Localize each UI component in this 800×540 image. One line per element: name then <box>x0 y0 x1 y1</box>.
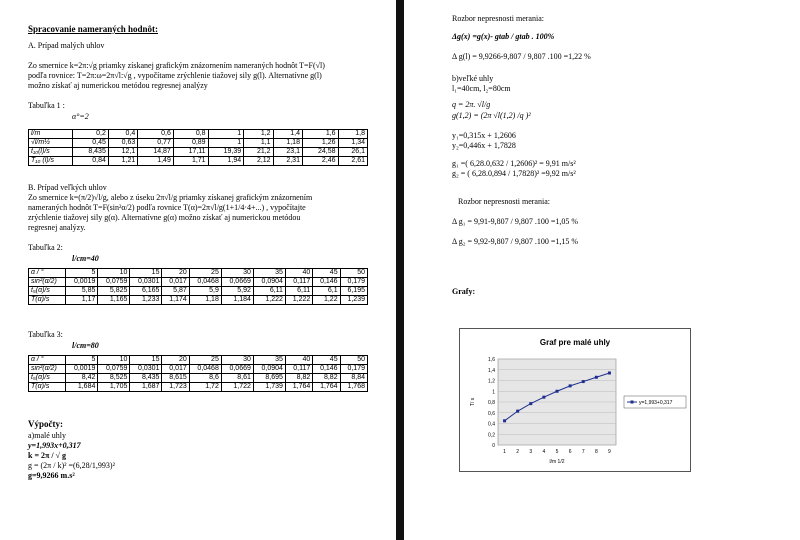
section-a-title: A. Prípad malých uhlov <box>28 41 105 50</box>
table-row <box>29 148 368 157</box>
table-2 <box>28 268 368 305</box>
x-tick-label: 6 <box>568 449 572 455</box>
table-row <box>29 157 368 166</box>
row-header: t₁₀(l)/s <box>29 148 73 157</box>
table-cell: 1 <box>208 139 244 148</box>
table-cell: 0,146 <box>313 278 340 287</box>
data-point <box>542 396 545 399</box>
table-cell: 6,11 <box>285 287 312 296</box>
table-cell: 0,0759 <box>98 365 130 374</box>
table-cell: 5,87 <box>162 287 189 296</box>
chart-title: Graf pre malé uhly <box>539 338 611 347</box>
table-cell: 2,31 <box>273 157 302 166</box>
table-cell: 0,45 <box>73 139 109 148</box>
table-row <box>29 287 368 296</box>
table-cell: 1,2 <box>244 130 273 139</box>
x-tick-label: 9 <box>608 449 611 455</box>
table-cell: 1,764 <box>285 383 312 392</box>
table-cell: 0,0301 <box>130 278 162 287</box>
table-cell: 8,6 <box>189 374 221 383</box>
x-tick-label: 4 <box>542 449 546 455</box>
table-cell: 0,8 <box>173 130 208 139</box>
x-tick-label: 8 <box>594 449 598 455</box>
table-cell: 12,1 <box>108 148 137 157</box>
table-cell: 45 <box>313 269 340 278</box>
g1-result: g₁ =( 6,28.0,632 / 1,2606)² = 9,91 m/s² <box>452 159 576 168</box>
table-cell: 1,71 <box>173 157 208 166</box>
x-tick-label: 2 <box>516 449 520 455</box>
table-cell: 1,26 <box>302 139 338 148</box>
table-cell: 8,615 <box>162 374 189 383</box>
table-cell: 1,94 <box>208 157 244 166</box>
x-tick-label: 7 <box>581 449 585 455</box>
y-axis-label: T/ s <box>470 397 476 407</box>
table-row <box>29 365 368 374</box>
table-cell: 2,46 <box>302 157 338 166</box>
table3-param: l/cm=80 <box>72 341 99 350</box>
row-header: T(α)/s <box>29 296 66 305</box>
table-row <box>29 356 368 365</box>
paragraph-b-line: regresnej analýzy. <box>28 223 86 232</box>
table-cell: 1,72 <box>189 383 221 392</box>
graphs-label: Grafy: <box>452 287 476 296</box>
table-cell: 50 <box>340 269 367 278</box>
table-cell: 1,1 <box>244 139 273 148</box>
table-cell: 0,146 <box>313 365 340 374</box>
table-cell: 0,0669 <box>221 278 253 287</box>
calc-line: k = 2π / √ g <box>28 451 67 460</box>
table-cell: 0,0301 <box>130 365 162 374</box>
table-row <box>29 139 368 148</box>
x-tick-label: 1 <box>503 449 506 455</box>
x-tick-label: 5 <box>555 449 559 455</box>
table-cell: 5,92 <box>221 287 253 296</box>
paragraph-b-line: zrýchlenie tiažovej sily g(α). Alternatívne g(α) možno získať aj numerickou metódou <box>28 213 301 222</box>
table-cell: 1,722 <box>221 383 253 392</box>
table-row <box>29 278 368 287</box>
paragraph-b-line: Zo smernice k=(π/2)√l/g, alebo z úseku 2π√l/g priamky získanej grafickým znázornením <box>28 193 313 202</box>
table-cell: 1 <box>208 130 244 139</box>
table-cell: 30 <box>221 356 253 365</box>
table-cell: 26,1 <box>338 148 367 157</box>
legend-marker <box>631 401 634 404</box>
table-cell: 5 <box>66 269 98 278</box>
table-cell: 5,9 <box>189 287 221 296</box>
table-1 <box>28 129 368 166</box>
y-tick-label: 1,2 <box>488 378 495 385</box>
table-cell: 8,435 <box>130 374 162 383</box>
q-formula: q = 2π. √l/g <box>452 100 491 109</box>
table-cell: 6,11 <box>253 287 285 296</box>
data-point <box>608 371 611 374</box>
table-cell: 8,82 <box>285 374 312 383</box>
table-cell: 0,0019 <box>66 278 98 287</box>
paragraph-a-line: Zo smernice k=2π:√g priamky získanej grafickým znázornením nameraných hodnôt T=F(√l) <box>28 61 325 70</box>
row-header: α / ° <box>29 269 66 278</box>
table-cell: 1,18 <box>189 296 221 305</box>
table-cell: 0,63 <box>108 139 137 148</box>
error-analysis-title-2: Rozbor nepresnosti merania: <box>458 197 550 206</box>
table-cell: 21,2 <box>244 148 273 157</box>
table-cell: 45 <box>313 356 340 365</box>
page-heading: Spracovanie nameraných hodnôt: <box>28 24 159 34</box>
table-cell: 1,17 <box>66 296 98 305</box>
table-cell: 1,174 <box>162 296 189 305</box>
table-cell: 19,39 <box>208 148 244 157</box>
table-row <box>29 296 368 305</box>
table-cell: 40 <box>285 269 312 278</box>
row-header: t₅(α)/s <box>29 374 66 383</box>
g-formula: g(1,2) = (2π √l(1,2) /q )² <box>452 111 531 120</box>
table-cell: 6,165 <box>130 287 162 296</box>
table-cell: 1,8 <box>338 130 367 139</box>
table-cell: 1,18 <box>273 139 302 148</box>
calc-result: g=9,9266 m.s² <box>28 471 75 480</box>
table-cell: 5,825 <box>98 287 130 296</box>
table3-label: Tabuľka 3: <box>28 330 63 339</box>
table-cell: 14,87 <box>138 148 174 157</box>
table-cell: 1,723 <box>162 383 189 392</box>
row-header: α / ° <box>29 356 66 365</box>
g2-result: g₂ = ( 6,28.0,894 / 1,7828)² =9,92 m/s² <box>452 169 576 178</box>
table-cell: 0,117 <box>285 365 312 374</box>
table-cell: 25 <box>189 269 221 278</box>
table-cell: 8,42 <box>66 374 98 383</box>
table-cell: 8,84 <box>340 374 367 383</box>
table-cell: 2,12 <box>244 157 273 166</box>
table-cell: 0,017 <box>162 365 189 374</box>
table-cell: 0,84 <box>73 157 109 166</box>
data-point <box>582 380 585 383</box>
table-cell: 1,739 <box>253 383 285 392</box>
chart-frame <box>459 328 691 472</box>
table-cell: 1,684 <box>66 383 98 392</box>
table-cell: 5 <box>66 356 98 365</box>
table-cell: 8,61 <box>221 374 253 383</box>
row-header: √l/m½ <box>29 139 73 148</box>
row-header: T(α)/s <box>29 383 66 392</box>
table-cell: 0,77 <box>138 139 174 148</box>
table-cell: 35 <box>253 269 285 278</box>
y-tick-label: 0 <box>492 443 495 449</box>
row-header: sin²(α/2) <box>29 365 66 374</box>
table-cell: 1,34 <box>338 139 367 148</box>
table-cell: 35 <box>253 356 285 365</box>
table-cell: 0,0468 <box>189 278 221 287</box>
legend-label: y=1,993+0,317 <box>639 400 673 406</box>
table-cell: 40 <box>285 356 312 365</box>
table-cell: 6,195 <box>340 287 367 296</box>
table-cell: 1,705 <box>98 383 130 392</box>
table-cell: 0,0019 <box>66 365 98 374</box>
error-small-angles: Δ g(l) = 9,9266-9,807 / 9,807 .100 =1,22 % <box>452 52 591 61</box>
error-analysis-title: Rozbor nepresnosti merania: <box>452 14 544 23</box>
table-cell: 0,0904 <box>253 365 285 374</box>
table1-param: α°=2 <box>72 112 89 121</box>
table-cell: 6,1 <box>313 287 340 296</box>
data-point <box>556 390 559 393</box>
table-cell: 0,4 <box>108 130 137 139</box>
error-g1: Δ g₁ = 9,91-9,807 / 9,807 .100 =1,05 % <box>452 217 579 226</box>
table-cell: 0,89 <box>173 139 208 148</box>
table-cell: 0,0468 <box>189 365 221 374</box>
table-cell: 1,22 <box>313 296 340 305</box>
row-header: T₁₀ (l)/s <box>29 157 73 166</box>
table-cell: 8,435 <box>73 148 109 157</box>
table-cell: 1,6 <box>302 130 338 139</box>
table-cell: 0,2 <box>73 130 109 139</box>
table-row <box>29 383 368 392</box>
table-cell: 1,21 <box>108 157 137 166</box>
y-tick-label: 1,4 <box>488 367 495 374</box>
paragraph-a-line: podľa rovnice: T=2π:ω=2π√l:√g , vypočítame zrýchlenie tiažovej sily g(l). Alternatívne g(l) <box>28 71 322 80</box>
table-cell: 30 <box>221 269 253 278</box>
table-cell: 10 <box>98 356 130 365</box>
table-cell: 1,764 <box>313 383 340 392</box>
table-cell: 8,82 <box>313 374 340 383</box>
y-tick-label: 1 <box>492 389 495 396</box>
y-tick-label: 0,2 <box>488 432 495 439</box>
table-cell: 10 <box>98 269 130 278</box>
table-cell: 17,11 <box>173 148 208 157</box>
y-tick-label: 0,6 <box>488 410 495 417</box>
row-header: t₅(α)/s <box>29 287 66 296</box>
error-g2: Δ g₂ = 9,92-9,807 / 9,807 .100 =1,15 % <box>452 237 579 246</box>
table-cell: 1,4 <box>273 130 302 139</box>
table-cell: 1,687 <box>130 383 162 392</box>
table-cell: 1,768 <box>340 383 367 392</box>
section-b-title: B. Prípad veľkých uhlov <box>28 183 107 192</box>
data-point <box>529 402 532 405</box>
row-header: sin²(α/2) <box>29 278 66 287</box>
table-cell: 15 <box>130 356 162 365</box>
table-cell: 8,525 <box>98 374 130 383</box>
regression-y2: y₂=0,446x + 1,7828 <box>452 141 516 150</box>
table-3 <box>28 355 368 392</box>
calc-line: g = (2π / k)² =(6,28/1,993)² <box>28 461 115 470</box>
table-cell: 50 <box>340 356 367 365</box>
table2-label: Tabuľka 2: <box>28 243 63 252</box>
paragraph-a-line: možno získať aj numerickou metódou regresnej analýzy <box>28 81 208 90</box>
right-page <box>404 0 800 540</box>
table-cell: 25 <box>189 356 221 365</box>
table-cell: 0,6 <box>138 130 174 139</box>
table-cell: 23,1 <box>273 148 302 157</box>
y-tick-label: 1,6 <box>488 357 495 363</box>
calc-title: Výpočty: <box>28 419 63 429</box>
row-header: l/m <box>29 130 73 139</box>
table-row <box>29 374 368 383</box>
data-point <box>503 419 506 422</box>
table-cell: 1,222 <box>253 296 285 305</box>
table-cell: 0,117 <box>285 278 312 287</box>
large-angles-title: b)veľké uhly <box>452 74 494 83</box>
x-axis-label: l/m 1/2 <box>549 459 565 465</box>
x-tick-label: 3 <box>529 449 533 455</box>
table-cell: 0,179 <box>340 278 367 287</box>
data-point <box>516 410 519 413</box>
y-tick-label: 0,8 <box>488 400 495 406</box>
calc-line: a)malé uhly <box>28 431 66 440</box>
table-cell: 1,239 <box>340 296 367 305</box>
table-cell: 0,0904 <box>253 278 285 287</box>
y-tick-label: 0,4 <box>488 421 495 428</box>
table-cell: 2,61 <box>338 157 367 166</box>
table-cell: 15 <box>130 269 162 278</box>
table-cell: 24,58 <box>302 148 338 157</box>
paragraph-b-line: nameraných hodnôt T=F(sin²α/2) podľa rovnice T(α)=2π√l/g(1+1/4·4+...) , vypočítajte <box>28 203 306 212</box>
table-cell: 1,165 <box>98 296 130 305</box>
page-gutter <box>396 0 404 540</box>
table1-label: Tabuľka 1 : <box>28 101 65 110</box>
table-row <box>29 130 368 139</box>
table-cell: 5,85 <box>66 287 98 296</box>
table-cell: 0,179 <box>340 365 367 374</box>
small-angle-chart <box>460 329 690 471</box>
table-cell: 0,0669 <box>221 365 253 374</box>
left-page <box>0 0 396 540</box>
data-point <box>595 376 598 379</box>
table-cell: 0,017 <box>162 278 189 287</box>
data-point <box>569 384 572 387</box>
regression-y1: y₁=0,315x + 1,2606 <box>452 131 516 140</box>
table-cell: 1,222 <box>285 296 312 305</box>
table-cell: 8,695 <box>253 374 285 383</box>
table-cell: 1,233 <box>130 296 162 305</box>
calc-line: y=1,993x+0,317 <box>28 441 81 450</box>
table2-param: l/cm=40 <box>72 254 99 263</box>
table-cell: 20 <box>162 356 189 365</box>
table-cell: 0,0759 <box>98 278 130 287</box>
table-row <box>29 269 368 278</box>
lengths-line: l₁=40cm, l₂=80cm <box>452 84 511 93</box>
table-cell: 1,184 <box>221 296 253 305</box>
error-formula: Δg(x) =g(x)- gtab / gtab . 100% <box>452 32 555 41</box>
table-cell: 1,49 <box>138 157 174 166</box>
table-cell: 20 <box>162 269 189 278</box>
